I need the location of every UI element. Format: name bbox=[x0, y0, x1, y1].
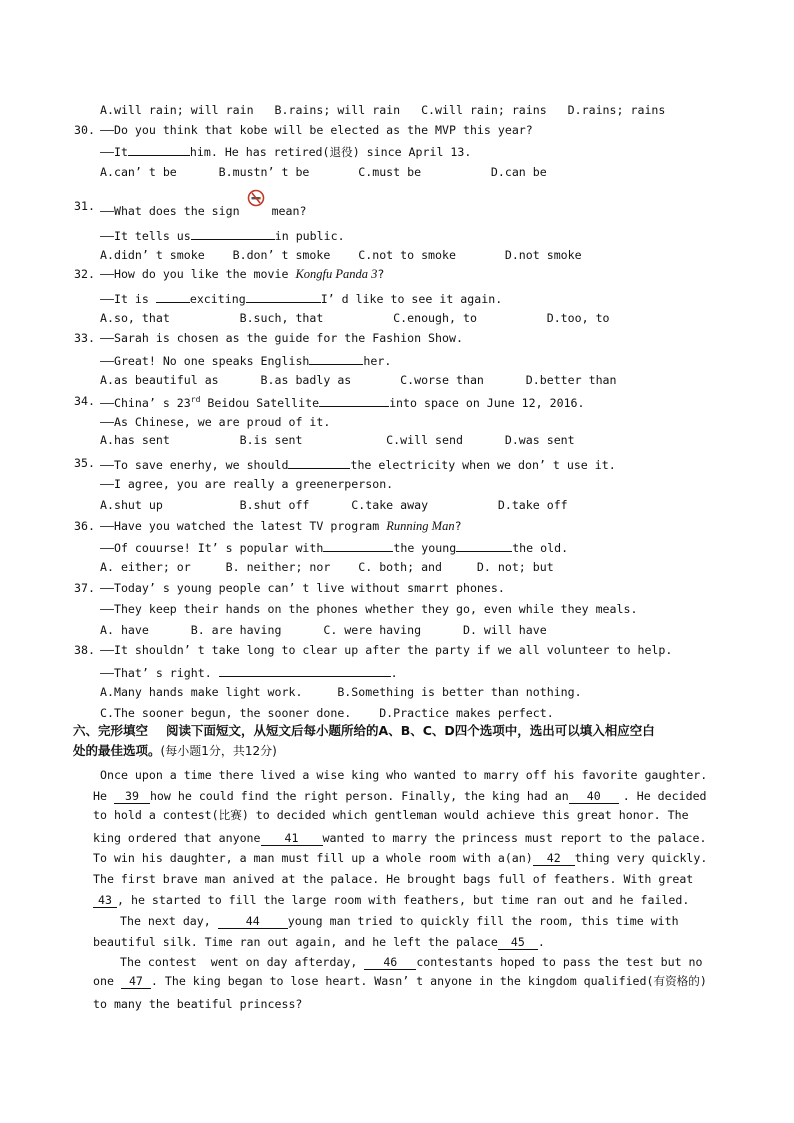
q38-answer-pre: ——That’ s right. bbox=[100, 666, 219, 680]
q36-answer-mid: the young bbox=[393, 541, 457, 555]
q36-answer bbox=[100, 539, 568, 555]
passage-text: king ordered that anyone bbox=[93, 831, 261, 845]
section-title: 六、完形填空 bbox=[73, 723, 149, 738]
q33-answer bbox=[100, 352, 391, 368]
q36-answer-post: the old. bbox=[512, 541, 569, 555]
q38-options-2: C.The sooner begun, the sooner done. D.Practice makes perfect. bbox=[100, 706, 554, 720]
passage-line-10 bbox=[120, 955, 703, 970]
passage-line-4 bbox=[93, 831, 706, 846]
passage-text: thing very quickly. bbox=[574, 851, 708, 865]
passage-line-12: to many the beatiful princess? bbox=[93, 997, 303, 1011]
blank-41[interactable]: 41 bbox=[261, 832, 323, 846]
q38-options-1: A.Many hands make light work. B.Something is better than nothing. bbox=[100, 685, 582, 699]
q33-answer-pre: ——Great! No one speaks English bbox=[100, 354, 310, 368]
passage-text: young man tried to quickly fill the room, this time with bbox=[287, 914, 679, 928]
blank-46[interactable]: 46 bbox=[364, 956, 416, 970]
q32-options: A.so, that B.such, that C.enough, to D.too, to bbox=[100, 311, 610, 325]
passage-text: The next day, bbox=[120, 914, 218, 928]
passage-text: . bbox=[537, 935, 545, 949]
q36-number: 36. bbox=[74, 519, 95, 533]
blank-43[interactable]: 43 bbox=[93, 894, 117, 908]
section-header bbox=[73, 724, 655, 738]
q34-question-post: into space on June 12, 2016. bbox=[389, 396, 585, 410]
q36-blank-1[interactable] bbox=[323, 539, 393, 552]
q31-blank[interactable] bbox=[191, 227, 275, 240]
section-header-2 bbox=[73, 744, 277, 758]
q38-question: ——It shouldn’ t take long to clear up after the party if we all volunteer to help. bbox=[100, 643, 673, 657]
q34-superscript: rd bbox=[190, 395, 201, 405]
q38-blank[interactable] bbox=[219, 664, 391, 677]
q37-options: A. have B. are having C. were having D. will have bbox=[100, 623, 547, 637]
q31-options: A.didn’ t smoke B.don’ t smoke C.not to smoke D.not smoke bbox=[100, 248, 582, 262]
blank-40[interactable]: 40 bbox=[569, 790, 619, 804]
q35-question-pre: ——To save enerhy, we should bbox=[100, 458, 289, 472]
q30-blank[interactable] bbox=[128, 143, 190, 156]
passage-text: how he could find the right person. Finally, the king had an bbox=[149, 789, 569, 803]
q32-blank-2[interactable] bbox=[246, 290, 321, 303]
q30-number: 30. bbox=[74, 123, 95, 137]
blank-42[interactable]: 42 bbox=[533, 852, 575, 866]
q32-question-post: ? bbox=[377, 267, 385, 281]
passage-line-9 bbox=[93, 935, 545, 950]
q36-question-pre: ——Have you watched the latest TV program bbox=[100, 519, 387, 533]
passage-text: contestants hoped to pass the test but no bbox=[416, 955, 703, 969]
q34-options: A.has sent B.is sent C.will send D.was sent bbox=[100, 433, 575, 447]
q34-question-pre: ——China’ s 23 bbox=[100, 396, 191, 410]
no-smoking-icon bbox=[247, 189, 265, 207]
section-score: (每小题1分，共12分) bbox=[160, 744, 277, 758]
q31-question-post: mean? bbox=[264, 204, 307, 218]
q34-answer: ——As Chinese, we are proud of it. bbox=[100, 415, 331, 429]
q36-answer-pre: ——Of couurse! It’ s popular with bbox=[100, 541, 324, 555]
blank-44[interactable]: 44 bbox=[218, 915, 288, 929]
passage-text: . The king began to lose heart. Wasn’ t anyone in the kingdom qualified(有资格的) bbox=[150, 974, 707, 988]
passage-text: beautiful silk. Time ran out again, and he left the palace bbox=[93, 935, 498, 949]
q38-number: 38. bbox=[74, 643, 95, 657]
blank-47[interactable]: 47 bbox=[121, 975, 151, 989]
q31-question bbox=[100, 199, 306, 218]
q36-question bbox=[100, 519, 462, 533]
q35-options: A.shut up B.shut off C.take away D.take off bbox=[100, 498, 568, 512]
passage-text: , he started to fill the large room with feathers, but time ran out and he failed. bbox=[117, 893, 690, 907]
q36-options: A. either; or B. neither; nor C. both; and D. not; but bbox=[100, 560, 554, 574]
q32-answer bbox=[100, 290, 502, 306]
q34-blank[interactable] bbox=[319, 394, 389, 407]
q34-question-mid: Beidou Satellite bbox=[200, 396, 320, 410]
section-instructions-2: 处的最佳选项。 bbox=[73, 743, 161, 758]
passage-line-3: to hold a contest(比赛) to decided which gentleman would achieve this great honor. The bbox=[93, 808, 689, 822]
q31-question-pre: ——What does the sign bbox=[100, 204, 247, 218]
passage-line-11 bbox=[93, 974, 707, 989]
q30-answer-pre: ——It bbox=[100, 145, 128, 159]
q32-question bbox=[100, 267, 384, 281]
q34-number: 34. bbox=[74, 394, 95, 408]
q30-options: A.can’ t be B.mustn’ t be C.must be D.can be bbox=[100, 165, 547, 179]
passage-line-7 bbox=[93, 893, 689, 908]
q30-answer-post: him. He has retired(退役) since April 13. bbox=[189, 145, 472, 159]
q32-question-pre: ——How do you like the movie bbox=[100, 267, 296, 281]
section-instructions: 阅读下面短文，从短文后每小题所给的A、B、C、D四个选项中，选出可以填入相应空白 bbox=[166, 723, 655, 738]
q34-question bbox=[100, 394, 585, 410]
q31-number: 31. bbox=[74, 199, 95, 213]
q35-blank[interactable] bbox=[288, 456, 350, 469]
q30-answer bbox=[100, 143, 471, 159]
q37-question: ——Today’ s young people can’ t live without smarrt phones. bbox=[100, 581, 505, 595]
q32-blank-1[interactable] bbox=[156, 290, 190, 303]
passage-line-5 bbox=[93, 851, 707, 866]
passage-line-1: Once upon a time there lived a wise king who wanted to marry off his favorite gaughter. bbox=[100, 768, 708, 782]
q35-number: 35. bbox=[74, 456, 95, 470]
q31-answer-pre: ——It tells us bbox=[100, 229, 191, 243]
q35-answer: ——I agree, you are really a greenerperson. bbox=[100, 477, 394, 491]
q35-question bbox=[100, 456, 616, 472]
q36-program-title: Running Man bbox=[386, 519, 455, 533]
blank-45[interactable]: 45 bbox=[498, 936, 538, 950]
q38-answer bbox=[100, 664, 398, 680]
q31-answer bbox=[100, 227, 345, 243]
q33-blank[interactable] bbox=[309, 352, 363, 365]
q32-answer-mid: exciting bbox=[189, 292, 246, 306]
q33-question: ——Sarah is chosen as the guide for the Fashion Show. bbox=[100, 331, 463, 345]
passage-line-8 bbox=[120, 914, 679, 929]
passage-text: He bbox=[93, 789, 114, 803]
q32-movie-title: Kongfu Panda 3 bbox=[295, 267, 378, 281]
q38-answer-post: . bbox=[390, 666, 398, 680]
q32-number: 32. bbox=[74, 267, 95, 281]
q35-question-post: the electricity when we don’ t use it. bbox=[350, 458, 616, 472]
passage-text: one bbox=[93, 974, 121, 988]
passage-text: The contest went on day afterday, bbox=[120, 955, 365, 969]
passage-text: wanted to marry the princess must report to the palace. bbox=[322, 831, 707, 845]
q37-answer: ——They keep their hands on the phones whether they go, even while they meals. bbox=[100, 602, 638, 616]
passage-text: To win his daughter, a man must fill up a whole room with a(an) bbox=[93, 851, 533, 865]
q33-answer-post: her. bbox=[363, 354, 392, 368]
blank-39[interactable]: 39 bbox=[114, 790, 150, 804]
q37-number: 37. bbox=[74, 581, 95, 595]
passage-line-2 bbox=[93, 789, 707, 804]
q33-number: 33. bbox=[74, 331, 95, 345]
q33-options: A.as beautiful as B.as badly as C.worse than D.better than bbox=[100, 373, 617, 387]
q32-answer-post: I’ d like to see it again. bbox=[320, 292, 503, 306]
q36-blank-2[interactable] bbox=[456, 539, 512, 552]
q30-question: ——Do you think that kobe will be elected as the MVP this year? bbox=[100, 123, 533, 137]
q29-options: A.will rain; will rain B.rains; will rain C.will rain; rains D.rains; rains bbox=[100, 103, 666, 117]
passage-line-6: The first brave man anived at the palace. He brought bags full of feathers. With great bbox=[93, 872, 694, 886]
q31-answer-post: in public. bbox=[274, 229, 345, 243]
q32-answer-pre: ——It is bbox=[100, 292, 156, 306]
q36-question-post: ? bbox=[454, 519, 462, 533]
passage-text: . He decided bbox=[622, 789, 707, 803]
